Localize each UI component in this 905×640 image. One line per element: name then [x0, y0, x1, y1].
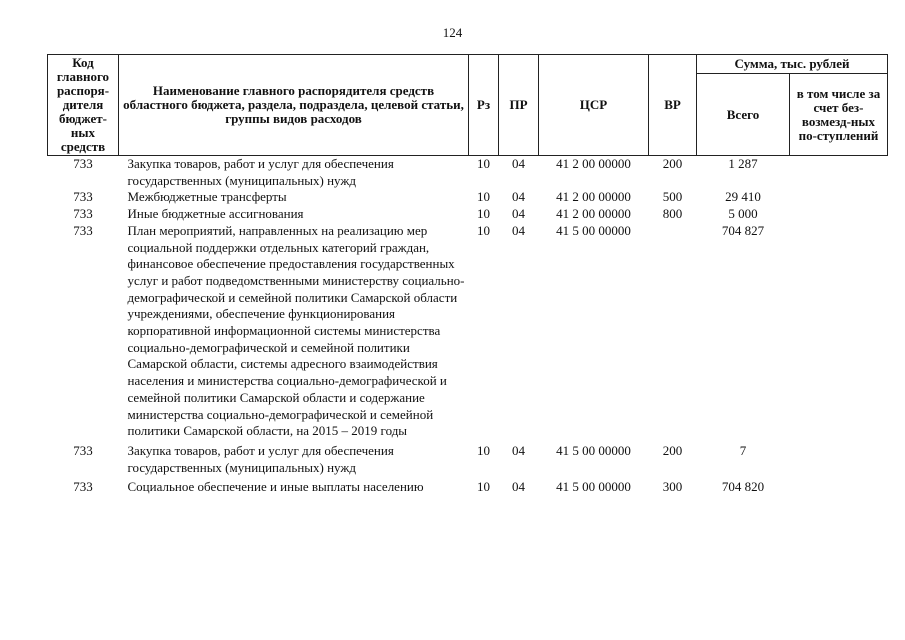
cell-pr: 04: [512, 156, 525, 171]
cell-name: Иные бюджетные ассигнования: [127, 206, 304, 222]
header-total: Всего: [697, 74, 790, 156]
cell-pr: 04: [512, 189, 525, 205]
cell-total: 1 287: [728, 156, 758, 171]
table-row: [48, 206, 888, 223]
cell-csr: 41 5 00 00000: [556, 479, 631, 495]
table-body: [48, 156, 888, 497]
table-row: [48, 476, 888, 496]
header-csr: ЦСР: [539, 55, 649, 156]
cell-grants: [790, 223, 888, 440]
page-number: 124: [442, 25, 463, 40]
table-row: [48, 440, 888, 476]
cell-csr: 41 2 00 00000: [556, 189, 631, 205]
cell-name: План мероприятий, направленных на реализацию мер социальной поддержки отдельных категорий граждан, финансовое обеспечение предоставления государственных услуг и работ подведомственными министерству социально-демографической и семейной политики Самарской области учреждениями, обеспечение функционирования корпоративной информационной системы министерства социально-демографической и семейной политики Самарской области, системы адресного взаимодействия населения и министерства социально-демографической и семейной политики Самарской области и содержание министерства социально-демографической и семейной политики Самарской области, на 2015 – 2019 годы: [127, 222, 465, 439]
cell-name: Закупка товаров, работ и услуг для обеспечения государственных (муниципальных) нужд: [127, 442, 394, 475]
cell-csr: 41 5 00 00000: [556, 222, 631, 238]
cell-vr: 800: [662, 206, 683, 222]
header-name: Наименование главного распорядителя средств областного бюджета, раздела, подраздела, целевой статьи, группы видов расходов: [119, 55, 469, 156]
cell-total: 5 000: [728, 206, 758, 222]
cell-vr: 300: [662, 479, 683, 495]
cell-vr: 500: [662, 189, 683, 205]
cell-code: 733: [73, 206, 93, 222]
cell-pr: 04: [512, 479, 525, 495]
table-row: [48, 223, 888, 440]
cell-rz: 10: [477, 189, 490, 205]
cell-code: 733: [73, 442, 93, 458]
cell-vr: 200: [662, 156, 683, 171]
cell-vr: 200: [662, 442, 683, 458]
cell-pr: 04: [512, 206, 525, 222]
header-pr: ПР: [499, 55, 539, 156]
table-row: [48, 156, 888, 190]
cell-name: Закупка товаров, работ и услуг для обеспечения государственных (муниципальных) нужд: [127, 156, 394, 188]
cell-rz: 10: [477, 222, 490, 238]
header-sum: Сумма, тыс. рублей: [697, 55, 888, 74]
cell-grants: [790, 206, 888, 223]
cell-rz: 10: [477, 156, 490, 171]
cell-grants: [790, 156, 888, 190]
cell-rz: 10: [477, 479, 490, 495]
header-grants: в том числе за счет без-возмезд-ных по-ступлений: [790, 74, 888, 156]
cell-vr: [649, 223, 697, 440]
cell-rz: 10: [477, 206, 490, 222]
cell-name: Межбюджетные трансферты: [127, 189, 287, 205]
table-row: [48, 189, 888, 206]
header-vr: ВР: [649, 55, 697, 156]
header-rz: Рз: [469, 55, 499, 156]
cell-grants: [790, 440, 888, 476]
cell-csr: 41 2 00 00000: [556, 206, 631, 222]
table-header: [48, 55, 888, 156]
cell-code: 733: [73, 189, 93, 205]
cell-total: 704 820: [721, 479, 765, 495]
cell-csr: 41 2 00 00000: [556, 156, 631, 171]
cell-total: 704 827: [721, 222, 765, 238]
cell-grants: [790, 476, 888, 496]
cell-pr: 04: [512, 222, 525, 238]
cell-rz: 10: [477, 442, 490, 458]
cell-csr: 41 5 00 00000: [556, 442, 631, 458]
cell-total: 7: [739, 442, 747, 458]
cell-pr: 04: [512, 442, 525, 458]
cell-code: 733: [73, 479, 93, 495]
budget-table: [47, 54, 888, 496]
cell-total: 29 410: [725, 189, 761, 205]
header-code: Код главного распоря-дителя бюджет-ных средств: [48, 55, 119, 156]
cell-code: 733: [73, 156, 93, 171]
cell-grants: [790, 189, 888, 206]
cell-name: Социальное обеспечение и иные выплаты населению: [127, 479, 424, 495]
cell-code: 733: [73, 222, 93, 238]
